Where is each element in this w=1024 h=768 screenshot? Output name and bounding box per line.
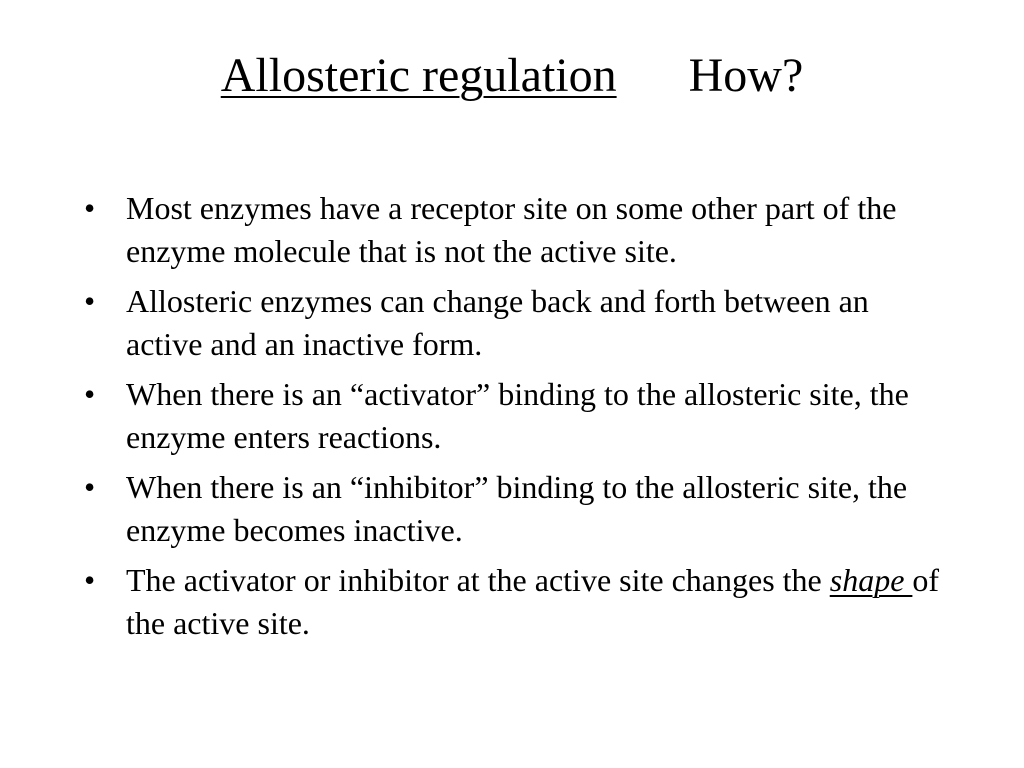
bullet-list	[84, 187, 944, 652]
bullet-item	[84, 187, 944, 273]
bullet-icon: •	[84, 283, 96, 319]
bullet-item	[84, 559, 944, 645]
bullet-text: Allosteric enzymes can change back and forth between an active and an inactive form.	[126, 283, 869, 362]
bullet-item	[84, 280, 944, 366]
bullet-item	[84, 466, 944, 552]
bullet-text-before: The activator or inhibitor at the active site changes the	[126, 562, 830, 598]
bullet-item	[84, 373, 944, 459]
emphasized-word: shape	[829, 562, 913, 598]
bullet-icon: •	[84, 376, 96, 412]
title-main: Allosteric regulation	[220, 49, 617, 102]
bullet-text: Most enzymes have a receptor site on some other part of the enzyme molecule that is not the active site.	[126, 190, 897, 269]
bullet-text-after: of the active site.	[126, 562, 940, 641]
title-secondary: How?	[688, 49, 804, 102]
bullet-icon: •	[84, 190, 96, 226]
bullet-text: When there is an “activator” binding to the allosteric site, the enzyme enters reactions.	[126, 376, 909, 455]
bullet-icon: •	[84, 562, 96, 598]
bullet-text: When there is an “inhibitor” binding to the allosteric site, the enzyme becomes inactive.	[126, 469, 908, 548]
bullet-icon: •	[84, 469, 96, 505]
slide-title	[0, 48, 1024, 104]
